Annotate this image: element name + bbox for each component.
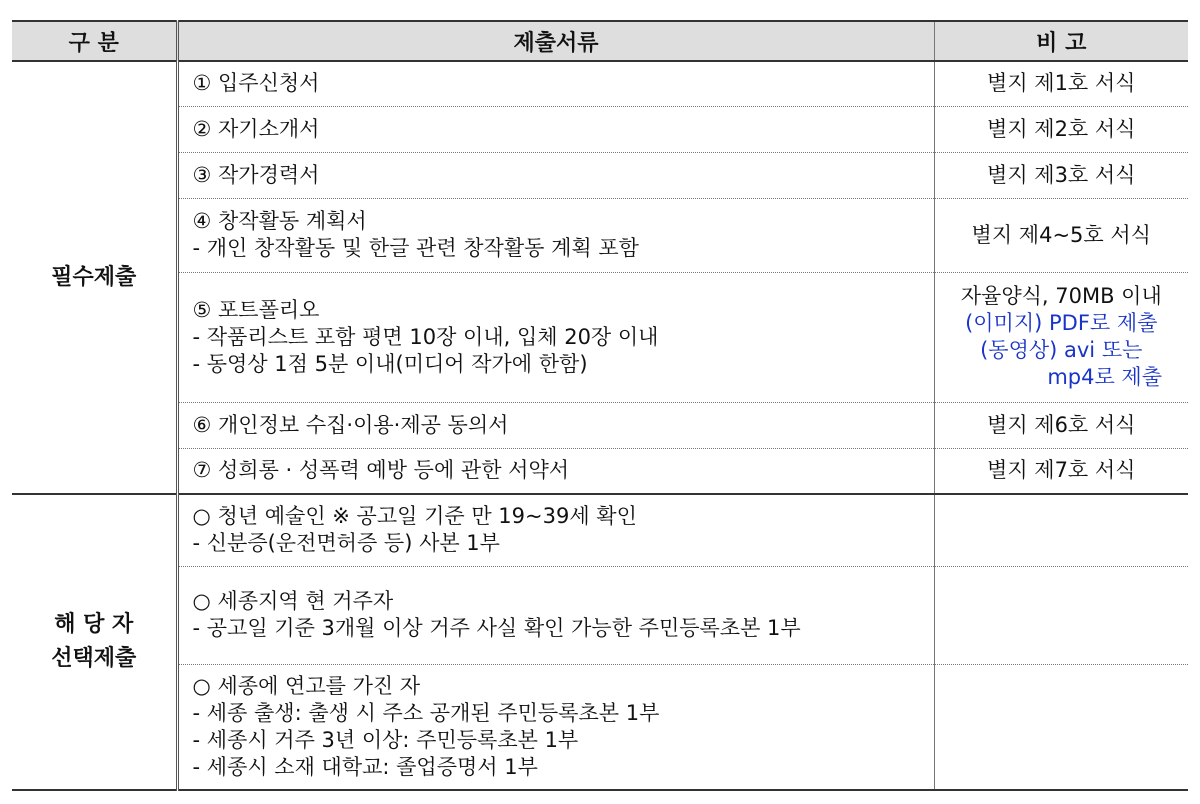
table-row [12, 402, 1188, 448]
doc-title: ○ 세종에 연고를 가진 자 [192, 673, 421, 698]
note-cell: 별지 제6호 서식 [934, 402, 1188, 448]
note-cell [934, 494, 1188, 566]
table-row [12, 152, 1188, 198]
note-cell: 별지 제1호 서식 [934, 61, 1188, 106]
doc-cell [177, 402, 934, 448]
category-conditional-line1: 해 당 자 [54, 612, 134, 637]
doc-cell [177, 61, 934, 106]
doc-sub: - 작품리스트 포함 평면 10장 이내, 입체 20장 이내 [192, 324, 659, 349]
note-cell [934, 272, 1188, 402]
doc-cell [177, 152, 934, 198]
doc-title: ○ 청년 예술인 ※ 공고일 기준 만 19~39세 확인 [192, 504, 637, 529]
doc-title: ⑥ 개인정보 수집·이용·제공 동의서 [192, 412, 509, 437]
doc-cell [177, 566, 934, 664]
note-cell: 별지 제3호 서식 [934, 152, 1188, 198]
header-notes: 비 고 [934, 21, 1188, 61]
table-row [12, 448, 1188, 494]
doc-title: ⑤ 포트폴리오 [192, 297, 320, 322]
doc-sub: - 공고일 기준 3개월 이상 거주 사실 확인 가능한 주민등록초본 1부 [192, 616, 801, 640]
note-cell: 별지 제4~5호 서식 [934, 198, 1188, 272]
doc-cell [177, 664, 934, 790]
table-header-row [12, 21, 1188, 61]
table-row [12, 61, 1188, 106]
category-required: 필수제출 [12, 61, 177, 494]
doc-cell [177, 272, 934, 402]
table-row [12, 664, 1188, 790]
header-category: 구 분 [12, 21, 177, 61]
doc-title: ④ 창작활동 계획서 [192, 209, 367, 233]
documents-table [12, 20, 1188, 791]
note-text: 자율양식, 70MB 이내 [960, 284, 1162, 308]
table-row [12, 272, 1188, 402]
doc-title: ③ 작가경력서 [192, 162, 320, 187]
note-extra: mp4로 제출 [1047, 365, 1162, 389]
doc-cell [177, 494, 934, 566]
doc-sub: - 세종 출생: 출생 시 주소 공개된 주민등록초본 1부 [192, 700, 660, 725]
doc-sub: - 개인 창작활동 및 한글 관련 창작활동 계획 포함 [192, 236, 639, 260]
doc-title: ① 입주신청서 [192, 71, 320, 96]
table-row [12, 566, 1188, 664]
doc-cell [177, 106, 934, 152]
doc-sub: - 세종시 소재 대학교: 졸업증명서 1부 [192, 754, 538, 779]
doc-sub: - 세종시 거주 3년 이상: 주민등록초본 1부 [192, 727, 579, 752]
note-extra: (동영상) avi 또는 [980, 338, 1143, 362]
doc-cell [177, 448, 934, 494]
doc-title: ○ 세종지역 현 거주자 [192, 589, 394, 613]
doc-sub: - 동영상 1점 5분 이내(미디어 작가에 한함) [192, 351, 588, 376]
table-row [12, 198, 1188, 272]
note-cell [934, 566, 1188, 664]
doc-title: ⑦ 성희롱 · 성폭력 예방 등에 관한 서약서 [192, 458, 570, 483]
category-conditional-line2: 선택제출 [51, 646, 137, 671]
note-extra: (이미지) PDF로 제출 [965, 311, 1158, 335]
header-documents: 제출서류 [177, 21, 934, 61]
note-cell [934, 664, 1188, 790]
table-row [12, 494, 1188, 566]
doc-title: ② 자기소개서 [192, 116, 320, 141]
doc-sub: - 신분증(운전면허증 등) 사본 1부 [192, 531, 500, 556]
note-cell: 별지 제2호 서식 [934, 106, 1188, 152]
note-cell: 별지 제7호 서식 [934, 448, 1188, 494]
doc-cell [177, 198, 934, 272]
category-conditional [12, 494, 177, 790]
table-row [12, 106, 1188, 152]
